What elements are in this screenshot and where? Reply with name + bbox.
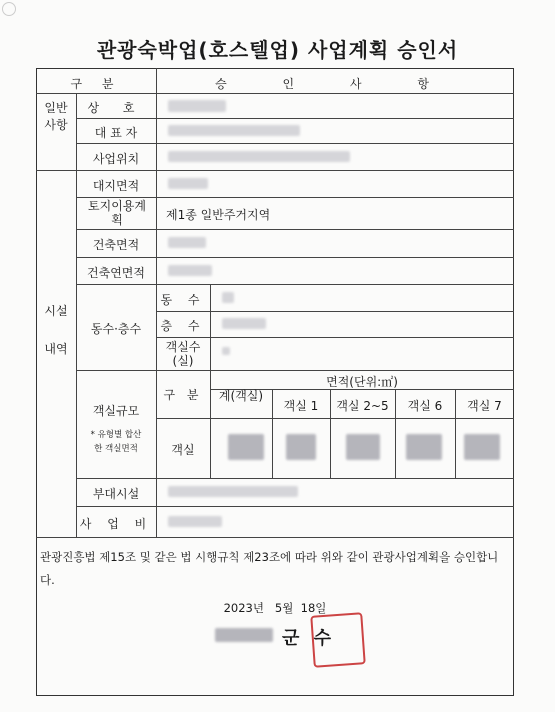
row-line: [76, 284, 514, 285]
redacted-value: [406, 434, 442, 460]
issuer-title: 군 수: [282, 628, 336, 649]
room-scale-note: * 유형별 합산한 객실면적: [90, 430, 142, 454]
label-buildings-floors: 동수·층수: [90, 322, 142, 336]
label-project-cost: 사 업 비: [79, 517, 153, 531]
redacted-value: [228, 434, 264, 460]
official-seal: [310, 612, 366, 668]
row-line: [76, 478, 514, 479]
col-room2-5: 객실 2~5: [336, 399, 389, 413]
row-line: [36, 537, 514, 538]
label-classification: 구 분: [163, 388, 203, 402]
header-approval-items: 승 인 사 항: [215, 77, 455, 91]
label-building-area: 건축면적: [92, 238, 140, 252]
redacted-value: [168, 237, 206, 248]
label-location: 사업위치: [92, 152, 140, 166]
row-line: [76, 370, 514, 371]
redacted-value: [346, 434, 380, 460]
label-rooms: 객실수(실): [165, 340, 201, 368]
label-buildings: 동 수: [160, 293, 206, 307]
redacted-value: [168, 125, 300, 136]
col-room1: 객실 1: [283, 399, 319, 413]
header-classification: 구 분: [70, 77, 122, 91]
approval-statement: 관광진흥법 제15조 및 같은 법 시행규칙 제23조에 따라 위와 같이 관광사업계획을 승인합니다.: [40, 550, 499, 587]
section-facility: 시설내역: [44, 304, 68, 356]
label-floors: 층 수: [160, 319, 206, 333]
row-line: [76, 229, 514, 230]
col-room6: 객실 6: [407, 399, 443, 413]
row-line: [76, 197, 514, 198]
redacted-issuer-name: [215, 628, 273, 642]
corner-mark: [2, 2, 16, 16]
label-total-floor-area: 건축연면적: [87, 266, 145, 280]
label-representative: 대 표 자: [94, 126, 138, 140]
row-line: [76, 506, 514, 507]
col-room7: 객실 7: [467, 399, 502, 413]
row-line: [36, 170, 514, 171]
redacted-value: [168, 486, 298, 497]
redacted-value: [222, 292, 234, 303]
label-land-area: 대지면적: [92, 179, 140, 193]
land-use-plan-value: 제1종 일반주거지역: [166, 208, 271, 222]
row-line: [36, 93, 514, 94]
row-line: [76, 257, 514, 258]
label-room-row: 객실: [171, 443, 195, 457]
redacted-value: [168, 100, 226, 112]
issue-date: 2023년 5월 18일: [223, 601, 327, 615]
redacted-value: [168, 265, 212, 276]
redacted-value: [222, 347, 230, 355]
redacted-value: [222, 318, 266, 329]
label-room-scale: 객실규모: [92, 404, 140, 418]
row-line: [76, 118, 514, 119]
section-general: 일반사항: [44, 101, 68, 132]
document-title: 관광숙박업(호스텔업) 사업계획 승인서: [96, 38, 459, 62]
col-line: [156, 93, 157, 537]
redacted-value: [168, 151, 350, 162]
label-land-use-plan: 토지이용계 획: [88, 199, 146, 227]
col-total: 계(객실): [218, 389, 264, 403]
label-ancillary: 부대시설: [92, 487, 140, 501]
row-line: [76, 143, 514, 144]
redacted-value: [464, 434, 500, 460]
redacted-value: [286, 434, 316, 460]
redacted-value: [168, 178, 208, 189]
area-unit-header: 면적(단위:㎡): [326, 375, 398, 389]
redacted-value: [168, 516, 222, 527]
label-business-name: 상 호: [87, 101, 145, 115]
